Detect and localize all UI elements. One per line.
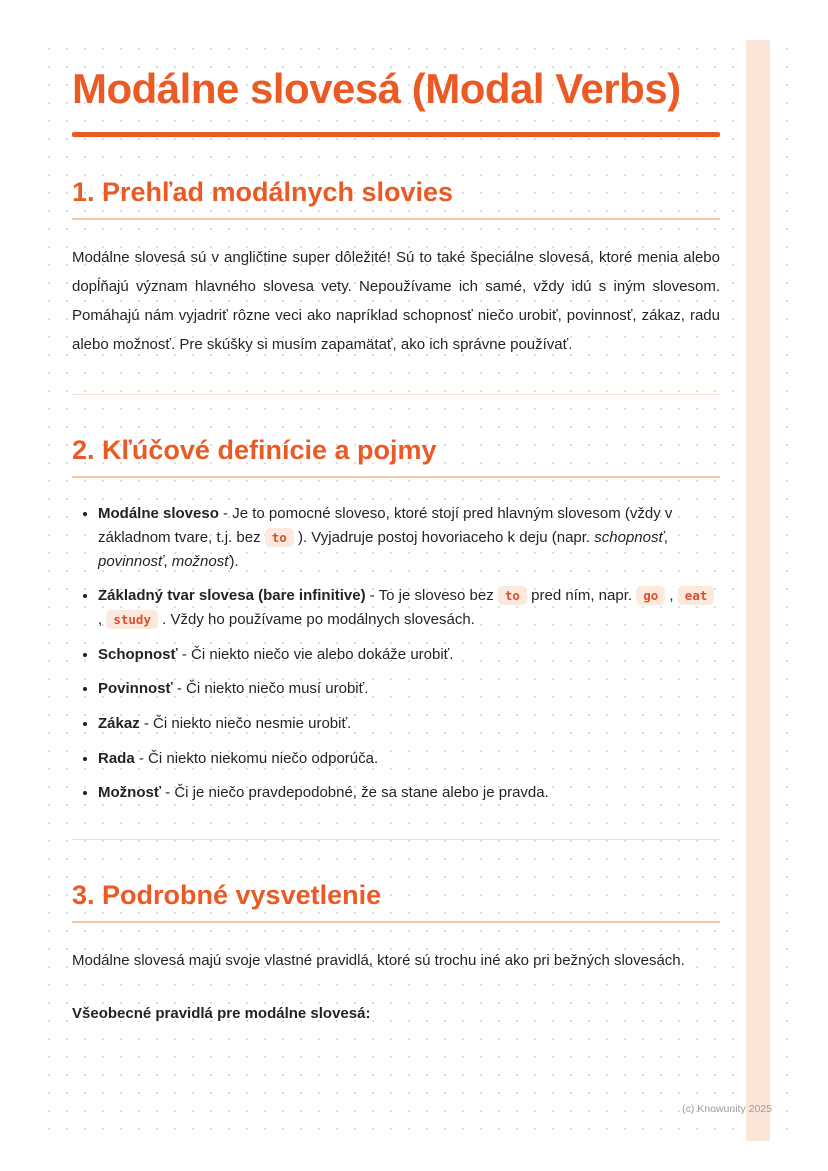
text-segment-text: - Je to pomocné sloveso, ktoré stojí pred hlavným slovesom (vždy v základnom tvare, t.j. bez bbox=[98, 505, 673, 546]
text-segment-italic: možnosť bbox=[171, 552, 230, 570]
text-segment-text: , bbox=[663, 528, 668, 546]
rules-subheading: Všeobecné pravidlá pre modálne slovesá: bbox=[72, 1004, 371, 1022]
text-segment-text: - Či je niečo pravdepodobné, že sa stane alebo je pravda. bbox=[161, 784, 549, 802]
text-segment-text: - Či niekto niekomu niečo odporúča. bbox=[134, 749, 379, 767]
text-segment-bold: Zákaz bbox=[98, 714, 140, 732]
text-segment-text: , bbox=[665, 587, 678, 605]
text-segment-text: , bbox=[163, 552, 172, 570]
section-divider bbox=[72, 839, 720, 840]
copyright-footer: (c) Knowunity 2025 bbox=[682, 1103, 772, 1115]
definition-item bbox=[98, 747, 720, 771]
inline-code-chip: to bbox=[498, 586, 527, 605]
inline-code-chip: go bbox=[636, 586, 665, 605]
text-segment-text: ). bbox=[229, 552, 239, 570]
inline-code-chip: to bbox=[265, 528, 294, 547]
text-segment-text: . Vždy ho používame po modálnych slovesách. bbox=[157, 610, 475, 628]
right-margin-stripe bbox=[746, 40, 770, 1141]
text-segment-text: ). Vyjadruje postoj hovoriaceho k deju (napr. bbox=[293, 528, 595, 546]
definition-item bbox=[98, 643, 720, 667]
section-explanation bbox=[72, 880, 720, 1026]
section-3-heading: 3. Podrobné vysvetlenie bbox=[72, 880, 720, 923]
text-segment-bold: Modálne sloveso bbox=[98, 505, 219, 523]
text-segment-bold: Schopnosť bbox=[98, 645, 178, 663]
definition-item bbox=[98, 677, 720, 701]
section-2-heading: 2. Kľúčové definície a pojmy bbox=[72, 435, 720, 478]
text-segment-text: - To je sloveso bez bbox=[365, 587, 498, 605]
section-1-paragraph: Modálne slovesá sú v angličtine super dôležité! Sú to také špeciálne slovesá, ktoré menia alebo dopĺňajú význam hlavného slovesa vety. Nepoužívame ich samé, vždy idú s iným slovesom. Pomáhajú nám vyjadriť rôzne veci ako napríklad schopnosť niečo urobiť, povinnosť, zákaz, radu alebo možnosť. Pre skúšky si musím zapamätať, ako ich správne používať. bbox=[72, 249, 720, 354]
section-1-heading: 1. Prehľad modálnych slovies bbox=[72, 177, 720, 220]
title-rule bbox=[72, 132, 720, 137]
text-segment-bold: Základný tvar slovesa (bare infinitive) bbox=[98, 587, 366, 605]
inline-code-chip: study bbox=[106, 610, 158, 629]
definition-item bbox=[98, 584, 720, 631]
inline-code-chip: eat bbox=[678, 586, 715, 605]
page-content bbox=[72, 64, 720, 1026]
text-segment-text: pred ním, napr. bbox=[526, 587, 637, 605]
section-overview bbox=[72, 177, 720, 360]
text-segment-bold: Povinnosť bbox=[98, 680, 173, 698]
dot-grid-background bbox=[40, 40, 788, 1141]
page-title: Modálne slovesá (Modal Verbs) bbox=[72, 65, 681, 112]
definition-item bbox=[98, 781, 720, 805]
text-segment-italic: schopnosť bbox=[594, 528, 664, 546]
text-segment-text: - Či niekto niečo musí urobiť. bbox=[172, 680, 369, 698]
definition-item bbox=[98, 502, 720, 573]
text-segment-italic: povinnosť bbox=[98, 552, 164, 570]
text-segment-bold: Rada bbox=[98, 749, 135, 767]
definition-item bbox=[98, 712, 720, 736]
text-segment-text: - Či niekto niečo nesmie urobiť. bbox=[139, 714, 352, 732]
section-divider bbox=[72, 394, 720, 395]
text-segment-text: , bbox=[98, 610, 107, 628]
section-3-paragraph: Modálne slovesá majú svoje vlastné pravidlá, ktoré sú trochu iné ako pri bežných slovesách. bbox=[72, 952, 685, 970]
text-segment-text: - Či niekto niečo vie alebo dokáže urobiť. bbox=[177, 645, 454, 663]
definitions-list bbox=[72, 502, 720, 805]
text-segment-bold: Možnosť bbox=[98, 784, 162, 802]
section-definitions bbox=[72, 435, 720, 805]
